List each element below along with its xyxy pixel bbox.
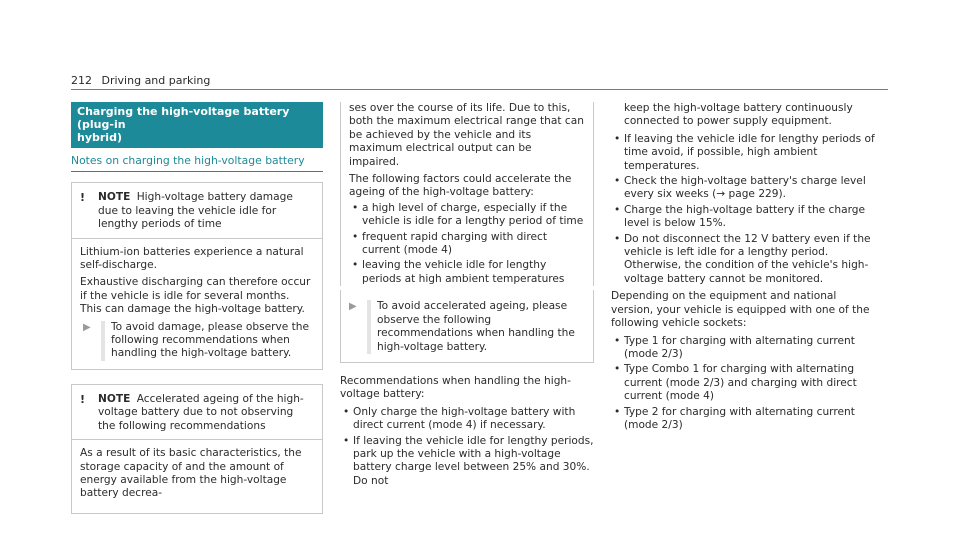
- note-header: [72, 183, 322, 237]
- arrow-right-icon: ▶: [83, 321, 91, 333]
- note-header: [72, 385, 322, 439]
- list-item: • Check the high-voltage battery's charge level every six weeks (→ page 229).: [611, 175, 879, 202]
- list-item: • Type 1 for charging with alternating current (mode 2/3): [611, 335, 879, 362]
- paragraph: Recommendations when handling the high-voltage battery:: [340, 374, 571, 401]
- note-paragraph: The following factors could accelerate the ageing of the high-voltage battery:: [349, 173, 572, 199]
- recommendation-list: [611, 133, 879, 286]
- list-item-continuation: keep the high-voltage battery continuously connected to power supply equipment.: [624, 102, 853, 128]
- factor-list: [349, 202, 585, 286]
- socket-list: [611, 335, 879, 433]
- list-item: • Only charge the high-voltage battery with direct current (mode 4) if necessary.: [340, 406, 594, 433]
- recommendation-list: [340, 406, 594, 488]
- note-paragraph: ses over the course of its life. Due to this, both the maximum electrical range that can be achieved by the vehicle and its maximum electrical output can be impaired.: [349, 102, 584, 168]
- note-text: Accelerated ageing of the high-voltage battery due to not observing the following recommendations: [98, 392, 304, 432]
- note-label: NOTE: [98, 392, 131, 405]
- note-body: [72, 238, 322, 369]
- arrow-right-icon: ▶: [349, 301, 357, 313]
- tip-block: [340, 290, 594, 363]
- list-item: • Charge the high-voltage battery if the charge level is below 15%.: [611, 204, 879, 231]
- page-number: 212: [71, 74, 92, 87]
- note-body: [72, 439, 322, 513]
- column-2: [340, 102, 594, 492]
- header-rule: [71, 89, 888, 90]
- list-item: • Type 2 for charging with alternating current (mode 2/3): [611, 406, 879, 433]
- list-item: • frequent rapid charging with direct current (mode 4): [349, 231, 585, 258]
- page-header: [71, 74, 210, 87]
- exclamation-icon: !: [80, 191, 86, 205]
- note-continuation: [340, 102, 594, 286]
- list-item: • Do not disconnect the 12 V battery even if the vehicle is left idle for a lengthy period. Otherwise, the condition of the vehicle's high-voltage battery cannot be monitored.: [611, 233, 879, 287]
- list-item: • leaving the vehicle idle for lengthy periods at high ambient temperatures: [349, 259, 585, 286]
- paragraph: Depending on the equipment and national version, your vehicle is equipped with one of the following vehicle sockets:: [611, 290, 870, 330]
- running-section-title: Driving and parking: [101, 74, 211, 87]
- note-box-ageing: [71, 384, 323, 514]
- list-item: • If leaving the vehicle idle for lengthy periods, park up the vehicle with a high-voltage battery charge level between 25% and 30%. Do not: [340, 435, 594, 489]
- note-text: High-voltage battery damage due to leaving the vehicle idle for lengthy periods of time: [98, 191, 293, 231]
- list-item: • a high level of charge, especially if the vehicle is idle for a lengthy period of time: [349, 202, 585, 229]
- tip-text: To avoid accelerated ageing, please observe the following recommendations when handling the high-voltage battery.: [367, 300, 585, 354]
- subsection-title: Notes on charging the high-voltage battery: [71, 154, 323, 172]
- exclamation-icon: !: [80, 392, 86, 406]
- note-paragraph: Exhaustive discharging can therefore occur if the vehicle is idle for several months. This can damage the high-voltage battery.: [80, 276, 311, 316]
- note-paragraph: As a result of its basic characteristics, the storage capacity of and the amount of energy available from the high-voltage battery decrea-: [80, 447, 302, 500]
- note-paragraph: Lithium-ion batteries experience a natural self-discharge.: [80, 245, 304, 272]
- tip-text: To avoid damage, please observe the following recommendations when handling the high-voltage battery.: [101, 321, 314, 361]
- list-item: • If leaving the vehicle idle for lengthy periods of time avoid, if possible, high ambient temperatures.: [611, 133, 879, 173]
- column-3: [611, 102, 879, 436]
- note-label: NOTE: [98, 191, 131, 204]
- column-1: [71, 102, 323, 514]
- section-title: Charging the high-voltage battery (plug-in hybrid): [71, 102, 323, 148]
- list-item: • Type Combo 1 for charging with alternating current (mode 2/3) and charging with direct current (mode 4): [611, 363, 879, 403]
- note-box-damage: [71, 182, 323, 369]
- tip-block: [80, 321, 314, 361]
